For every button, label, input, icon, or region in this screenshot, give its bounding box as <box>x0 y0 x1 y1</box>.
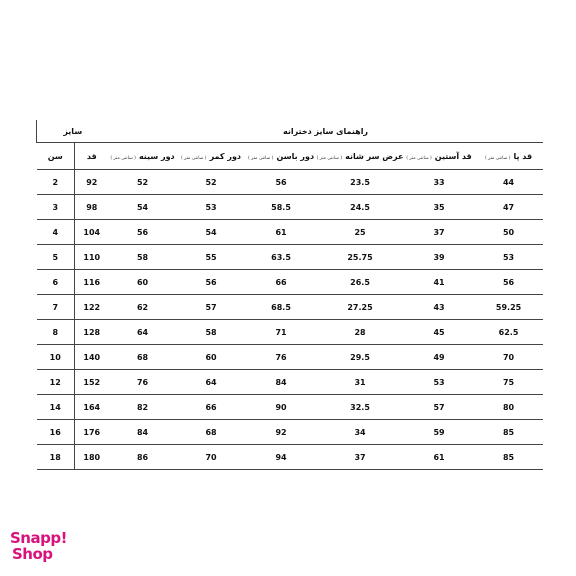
cell-measure-3: 90 <box>246 395 317 420</box>
cell-height: 92 <box>75 170 109 195</box>
cell-measure-1: 61 <box>404 445 475 470</box>
snappshop-logo <box>10 530 72 568</box>
cell-measure-0: 56 <box>475 270 543 295</box>
cell-measure-3: 58.5 <box>246 195 317 220</box>
cell-measure-5: 60 <box>109 270 177 295</box>
cell-height: 98 <box>75 195 109 220</box>
cell-age: 10 <box>37 345 75 370</box>
cell-age: 14 <box>37 395 75 420</box>
cell-measure-2: 31 <box>317 370 404 395</box>
group-guide-title: راهنمای سایز دخترانه <box>109 120 543 143</box>
cell-measure-4: 64 <box>177 370 246 395</box>
cell-measure-5: 52 <box>109 170 177 195</box>
header-measure-5 <box>109 143 177 170</box>
size-guide-table <box>36 120 543 470</box>
header-measure-4 <box>177 143 246 170</box>
cell-age: 2 <box>37 170 75 195</box>
cell-measure-1: 45 <box>404 320 475 345</box>
cell-measure-4: 53 <box>177 195 246 220</box>
header-measure-unit: ( سانتی متر ) <box>316 155 343 161</box>
cell-height: 110 <box>75 245 109 270</box>
cell-measure-0: 62.5 <box>475 320 543 345</box>
table-row <box>37 245 543 270</box>
cell-height: 104 <box>75 220 109 245</box>
cell-measure-2: 34 <box>317 420 404 445</box>
cell-measure-3: 94 <box>246 445 317 470</box>
cell-measure-3: 68.5 <box>246 295 317 320</box>
table-row <box>37 420 543 445</box>
cell-measure-4: 52 <box>177 170 246 195</box>
cell-measure-3: 76 <box>246 345 317 370</box>
header-measure-label: دور سینه <box>138 151 175 161</box>
cell-measure-2: 32.5 <box>317 395 404 420</box>
cell-measure-4: 70 <box>177 445 246 470</box>
cell-height: 176 <box>75 420 109 445</box>
table-row <box>37 270 543 295</box>
cell-measure-2: 23.5 <box>317 170 404 195</box>
cell-measure-4: 68 <box>177 420 246 445</box>
header-measure-text <box>406 152 472 161</box>
cell-age: 4 <box>37 220 75 245</box>
cell-measure-1: 43 <box>404 295 475 320</box>
header-measure-label: عرض سر شانه <box>345 151 404 161</box>
cell-measure-1: 39 <box>404 245 475 270</box>
table-row <box>37 395 543 420</box>
cell-height: 140 <box>75 345 109 370</box>
cell-age: 6 <box>37 270 75 295</box>
cell-measure-5: 56 <box>109 220 177 245</box>
header-measure-label: قد آستین <box>434 151 472 161</box>
cell-measure-0: 53 <box>475 245 543 270</box>
cell-measure-2: 37 <box>317 445 404 470</box>
cell-measure-5: 82 <box>109 395 177 420</box>
cell-measure-1: 41 <box>404 270 475 295</box>
cell-age: 8 <box>37 320 75 345</box>
logo-line-1: Snapp! <box>10 529 67 547</box>
header-measure-text <box>110 152 174 161</box>
logo-line-2: Shop <box>12 545 53 563</box>
header-measure-unit: ( سانتی متر ) <box>406 155 432 161</box>
column-header-row <box>37 143 543 170</box>
header-measure-label: قد پا <box>513 151 533 161</box>
table-row <box>37 220 543 245</box>
cell-measure-1: 35 <box>404 195 475 220</box>
cell-measure-5: 54 <box>109 195 177 220</box>
table-row <box>37 370 543 395</box>
header-measure-2 <box>317 143 404 170</box>
cell-measure-0: 85 <box>475 420 543 445</box>
cell-measure-0: 85 <box>475 445 543 470</box>
cell-measure-5: 86 <box>109 445 177 470</box>
size-guide-sheet <box>36 120 542 470</box>
table-row <box>37 320 543 345</box>
cell-measure-0: 44 <box>475 170 543 195</box>
cell-measure-2: 25 <box>317 220 404 245</box>
cell-measure-1: 37 <box>404 220 475 245</box>
cell-measure-3: 66 <box>246 270 317 295</box>
table-row <box>37 295 543 320</box>
cell-age: 3 <box>37 195 75 220</box>
cell-age: 18 <box>37 445 75 470</box>
header-measure-label: دور کمر <box>209 151 242 161</box>
cell-height: 128 <box>75 320 109 345</box>
header-measure-unit: ( سانتی متر ) <box>181 155 207 161</box>
cell-measure-5: 58 <box>109 245 177 270</box>
cell-measure-4: 60 <box>177 345 246 370</box>
header-measure-text <box>181 152 241 161</box>
cell-measure-1: 33 <box>404 170 475 195</box>
table-row <box>37 345 543 370</box>
cell-age: 16 <box>37 420 75 445</box>
cell-measure-1: 49 <box>404 345 475 370</box>
cell-measure-5: 68 <box>109 345 177 370</box>
header-measure-text <box>248 152 314 161</box>
cell-measure-0: 59.25 <box>475 295 543 320</box>
header-measure-text <box>485 152 532 161</box>
cell-height: 164 <box>75 395 109 420</box>
cell-measure-5: 64 <box>109 320 177 345</box>
cell-measure-2: 27.25 <box>317 295 404 320</box>
cell-height: 152 <box>75 370 109 395</box>
cell-measure-0: 75 <box>475 370 543 395</box>
cell-measure-3: 84 <box>246 370 317 395</box>
cell-measure-1: 59 <box>404 420 475 445</box>
cell-measure-0: 70 <box>475 345 543 370</box>
cell-measure-1: 57 <box>404 395 475 420</box>
header-measure-unit: ( سانتی متر ) <box>247 155 274 161</box>
cell-measure-3: 71 <box>246 320 317 345</box>
cell-height: 122 <box>75 295 109 320</box>
header-measure-0 <box>475 143 543 170</box>
cell-measure-3: 63.5 <box>246 245 317 270</box>
cell-measure-5: 84 <box>109 420 177 445</box>
cell-measure-3: 61 <box>246 220 317 245</box>
cell-age: 5 <box>37 245 75 270</box>
group-header-row <box>37 120 543 143</box>
header-measure-text <box>317 152 404 161</box>
cell-measure-4: 57 <box>177 295 246 320</box>
cell-measure-0: 80 <box>475 395 543 420</box>
cell-measure-4: 66 <box>177 395 246 420</box>
cell-measure-2: 28 <box>317 320 404 345</box>
cell-measure-2: 29.5 <box>317 345 404 370</box>
header-height: قد <box>75 143 109 170</box>
cell-measure-0: 47 <box>475 195 543 220</box>
table-row <box>37 170 543 195</box>
cell-measure-2: 25.75 <box>317 245 404 270</box>
cell-measure-4: 54 <box>177 220 246 245</box>
header-age: سن <box>37 143 75 170</box>
group-size-header: سایز <box>37 120 109 143</box>
cell-measure-1: 53 <box>404 370 475 395</box>
cell-measure-3: 56 <box>246 170 317 195</box>
cell-measure-4: 58 <box>177 320 246 345</box>
cell-measure-4: 55 <box>177 245 246 270</box>
cell-measure-5: 76 <box>109 370 177 395</box>
table-row <box>37 445 543 470</box>
cell-measure-3: 92 <box>246 420 317 445</box>
header-measure-label: دور باسن <box>276 151 315 161</box>
cell-age: 7 <box>37 295 75 320</box>
cell-height: 116 <box>75 270 109 295</box>
cell-measure-2: 26.5 <box>317 270 404 295</box>
cell-height: 180 <box>75 445 109 470</box>
cell-measure-2: 24.5 <box>317 195 404 220</box>
header-measure-3 <box>246 143 317 170</box>
cell-measure-0: 50 <box>475 220 543 245</box>
cell-measure-5: 62 <box>109 295 177 320</box>
header-measure-1 <box>404 143 475 170</box>
cell-age: 12 <box>37 370 75 395</box>
header-measure-unit: ( سانتی متر ) <box>484 155 511 161</box>
header-measure-unit: ( سانتی متر ) <box>110 155 136 161</box>
table-row <box>37 195 543 220</box>
cell-measure-4: 56 <box>177 270 246 295</box>
